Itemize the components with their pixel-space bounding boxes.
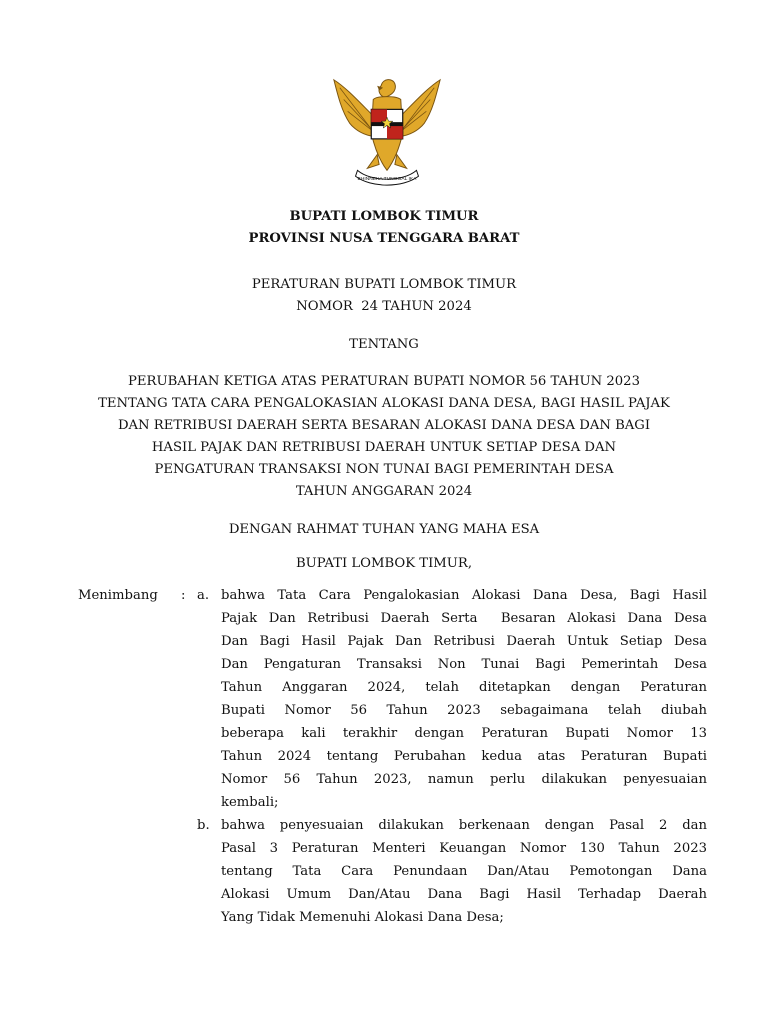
subject-line: DAN RETRIBUSI DAERAH SERTA BESARAN ALOKASI DANA DESA DAN BAGI [117,418,651,433]
text-line: beberapa kali terakhir dengan Peraturan Bupati Nomor 13 [221,726,707,741]
consideration-item [78,584,718,814]
regulation-block [0,274,768,318]
header-line-1: BUPATI LOMBOK TIMUR [289,209,479,224]
text-line: Alokasi Umum Dan/Atau Dana Bagi Hasil Terhadap Daerah [221,887,707,902]
header-line-2: PROVINSI NUSA TENGGARA BARAT [248,231,520,246]
text-line: kembali; [221,795,279,810]
header-block [0,206,768,250]
subject-line: PERUBAHAN KETIGA ATAS PERATURAN BUPATI NOMOR 56 TAHUN 2023 [128,374,640,389]
text-line: Tahun Anggaran 2024, telah ditetapkan dengan Peraturan [221,680,707,695]
item-letter: b. [197,818,210,833]
text-line: Dan Pengaturan Transaksi Non Tunai Bagi Pemerintah Desa [221,657,707,672]
text-line: Pajak Dan Retribusi Daerah Serta Besaran Alokasi Dana Desa [221,611,707,626]
subject-line: PENGATURAN TRANSAKSI NON TUNAI BAGI PEMERINTAH DESA [154,462,614,477]
item-letter: a. [197,588,210,603]
garuda-emblem-icon [328,72,446,190]
text-line: Dan Bagi Hasil Pajak Dan Retribusi Daerah Untuk Setiap Desa [221,634,707,649]
bupati-line: BUPATI LOMBOK TIMUR, [295,556,473,571]
text-line: Bupati Nomor 56 Tahun 2023 sebagaimana telah diubah [221,703,707,718]
text-line: Yang Tidak Memenuhi Alokasi Dana Desa; [221,910,504,925]
considerations-section [78,584,718,929]
text-line: bahwa Tata Cara Pengalokasian Alokasi Dana Desa, Bagi Hasil [221,588,707,603]
text-line: Nomor 56 Tahun 2023, namun perlu dilakukan penyesuaian [221,772,707,787]
svg-text:BHINNEKA TUNGGAL IKA: BHINNEKA TUNGGAL IKA [357,177,417,183]
text-line: bahwa penyesuaian dilakukan berkenaan dengan Pasal 2 dan [221,818,707,833]
text-line: tentang Tata Cara Penundaan Dan/Atau Pemotongan Dana [221,864,707,879]
subject-line: HASIL PAJAK DAN RETRIBUSI DAERAH UNTUK SETIAP DESA DAN [151,440,617,455]
consideration-label: Menimbang [78,588,158,603]
subject-line: TENTANG TATA CARA PENGALOKASIAN ALOKASI DANA DESA, BAGI HASIL PAJAK [98,396,670,411]
consideration-colon: : [181,588,186,603]
item-text [221,814,707,929]
regulation-title: PERATURAN BUPATI LOMBOK TIMUR [251,277,517,292]
regulation-number: NOMOR 24 TAHUN 2024 [296,299,472,314]
subject-block [0,371,768,503]
consideration-item [78,814,718,929]
rahmat-line: DENGAN RAHMAT TUHAN YANG MAHA ESA [228,522,540,537]
text-line: Tahun 2024 tentang Perubahan kedua atas Peraturan Bupati [221,749,707,764]
subject-line: TAHUN ANGGARAN 2024 [295,484,473,499]
item-text [221,584,707,814]
text-line: Pasal 3 Peraturan Menteri Keuangan Nomor 130 Tahun 2023 [221,841,707,856]
tentang-label: TENTANG [349,337,419,352]
